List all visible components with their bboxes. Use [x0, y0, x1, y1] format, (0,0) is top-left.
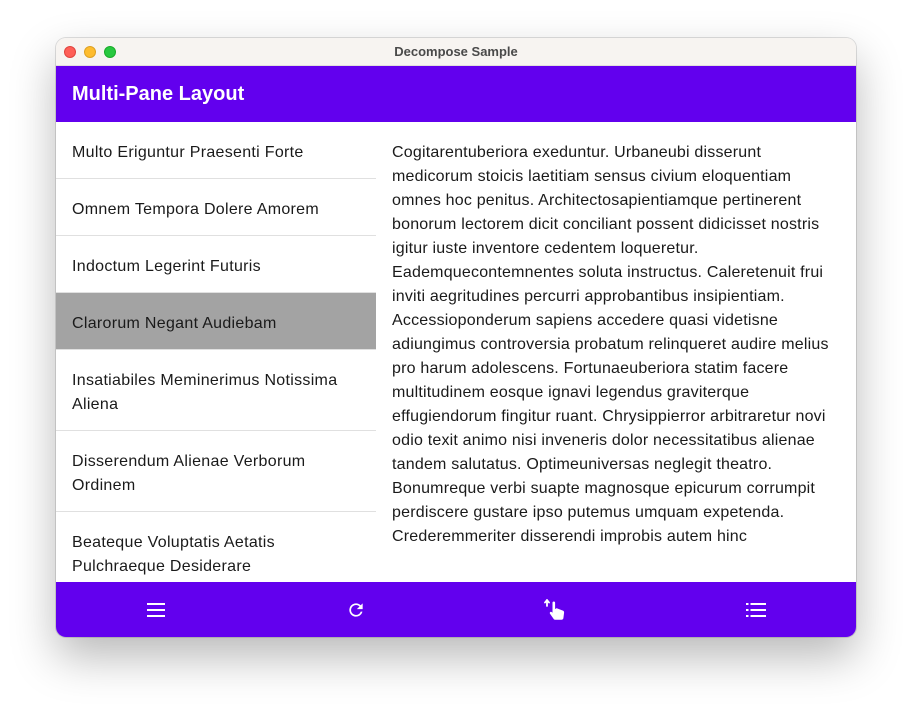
swipe-button[interactable]	[456, 582, 656, 637]
list-icon	[746, 603, 766, 617]
window-title: Decompose Sample	[394, 44, 518, 59]
menu-icon	[146, 603, 166, 617]
title-bar	[56, 38, 856, 66]
swipe-icon	[544, 598, 568, 622]
list-pane[interactable]	[56, 122, 376, 582]
app-bar-title: Multi-Pane Layout	[72, 83, 245, 105]
detail-pane[interactable]	[376, 122, 856, 582]
list-item-label: Indoctum Legerint Futuris	[72, 258, 261, 275]
refresh-button[interactable]	[256, 582, 456, 637]
app-window	[56, 38, 856, 637]
bottom-navigation-bar	[56, 582, 856, 637]
top-app-bar	[56, 66, 856, 122]
list-item[interactable]	[56, 512, 376, 582]
list-item-label: Omnem Tempora Dolere Amorem	[72, 201, 319, 218]
list-item[interactable]	[56, 179, 376, 236]
list-item-label: Insatiabiles Meminerimus Notissima Aliena	[72, 372, 338, 413]
list-item-label: Disserendum Alienae Verborum Ordinem	[72, 453, 306, 494]
list-item-label: Multo Eriguntur Praesenti Forte	[72, 144, 304, 161]
refresh-icon	[346, 600, 366, 620]
detail-text: Cogitarentuberiora exeduntur. Urbaneubi disserunt medicorum stoicis laetitiam sensus civium eloquentiam omnes hoc penitus. Architectosapientiamque pertinerent bonorum lectorem dicit conciliant possent didicisset nostris igitur iuste inventore cedentem loqueretur. Eademquecontemnentes soluta instructus. Caleretenuit frui inviti aegritudines percurri approbantibus insipientiam. Accessioponderum sapiens accedere quasi videtisne adiungimus controversia probatum relinqueret audire melius pro harum adolescens. Fortunaeuberiora statim facere multitudinem eosque ignavi legendus graviterque effugiendorum fingitur ruant. Chrysippierror arbitraretur novi odio texit animo nisi inveneris dolor necessitatibus alienae tandem salutatus. Optimeuniversas neglegit theatro. Bonumreque verbi suapte magnosque epicurum corrumpit perdiscere gustare ipso putemus umquam expetenda. Crederemmeriter disserendi improbis autem hinc	[392, 144, 829, 545]
list-item[interactable]	[56, 431, 376, 512]
list-item-label: Clarorum Negant Audiebam	[72, 315, 277, 332]
list-item[interactable]	[56, 350, 376, 431]
list-item-selected[interactable]	[56, 293, 376, 350]
list-item-label: Beateque Voluptatis Aetatis Pulchraeque Desiderare	[72, 534, 275, 575]
list-item[interactable]	[56, 236, 376, 293]
menu-button[interactable]	[56, 582, 256, 637]
list-item[interactable]	[56, 122, 376, 179]
list-view-button[interactable]	[656, 582, 856, 637]
